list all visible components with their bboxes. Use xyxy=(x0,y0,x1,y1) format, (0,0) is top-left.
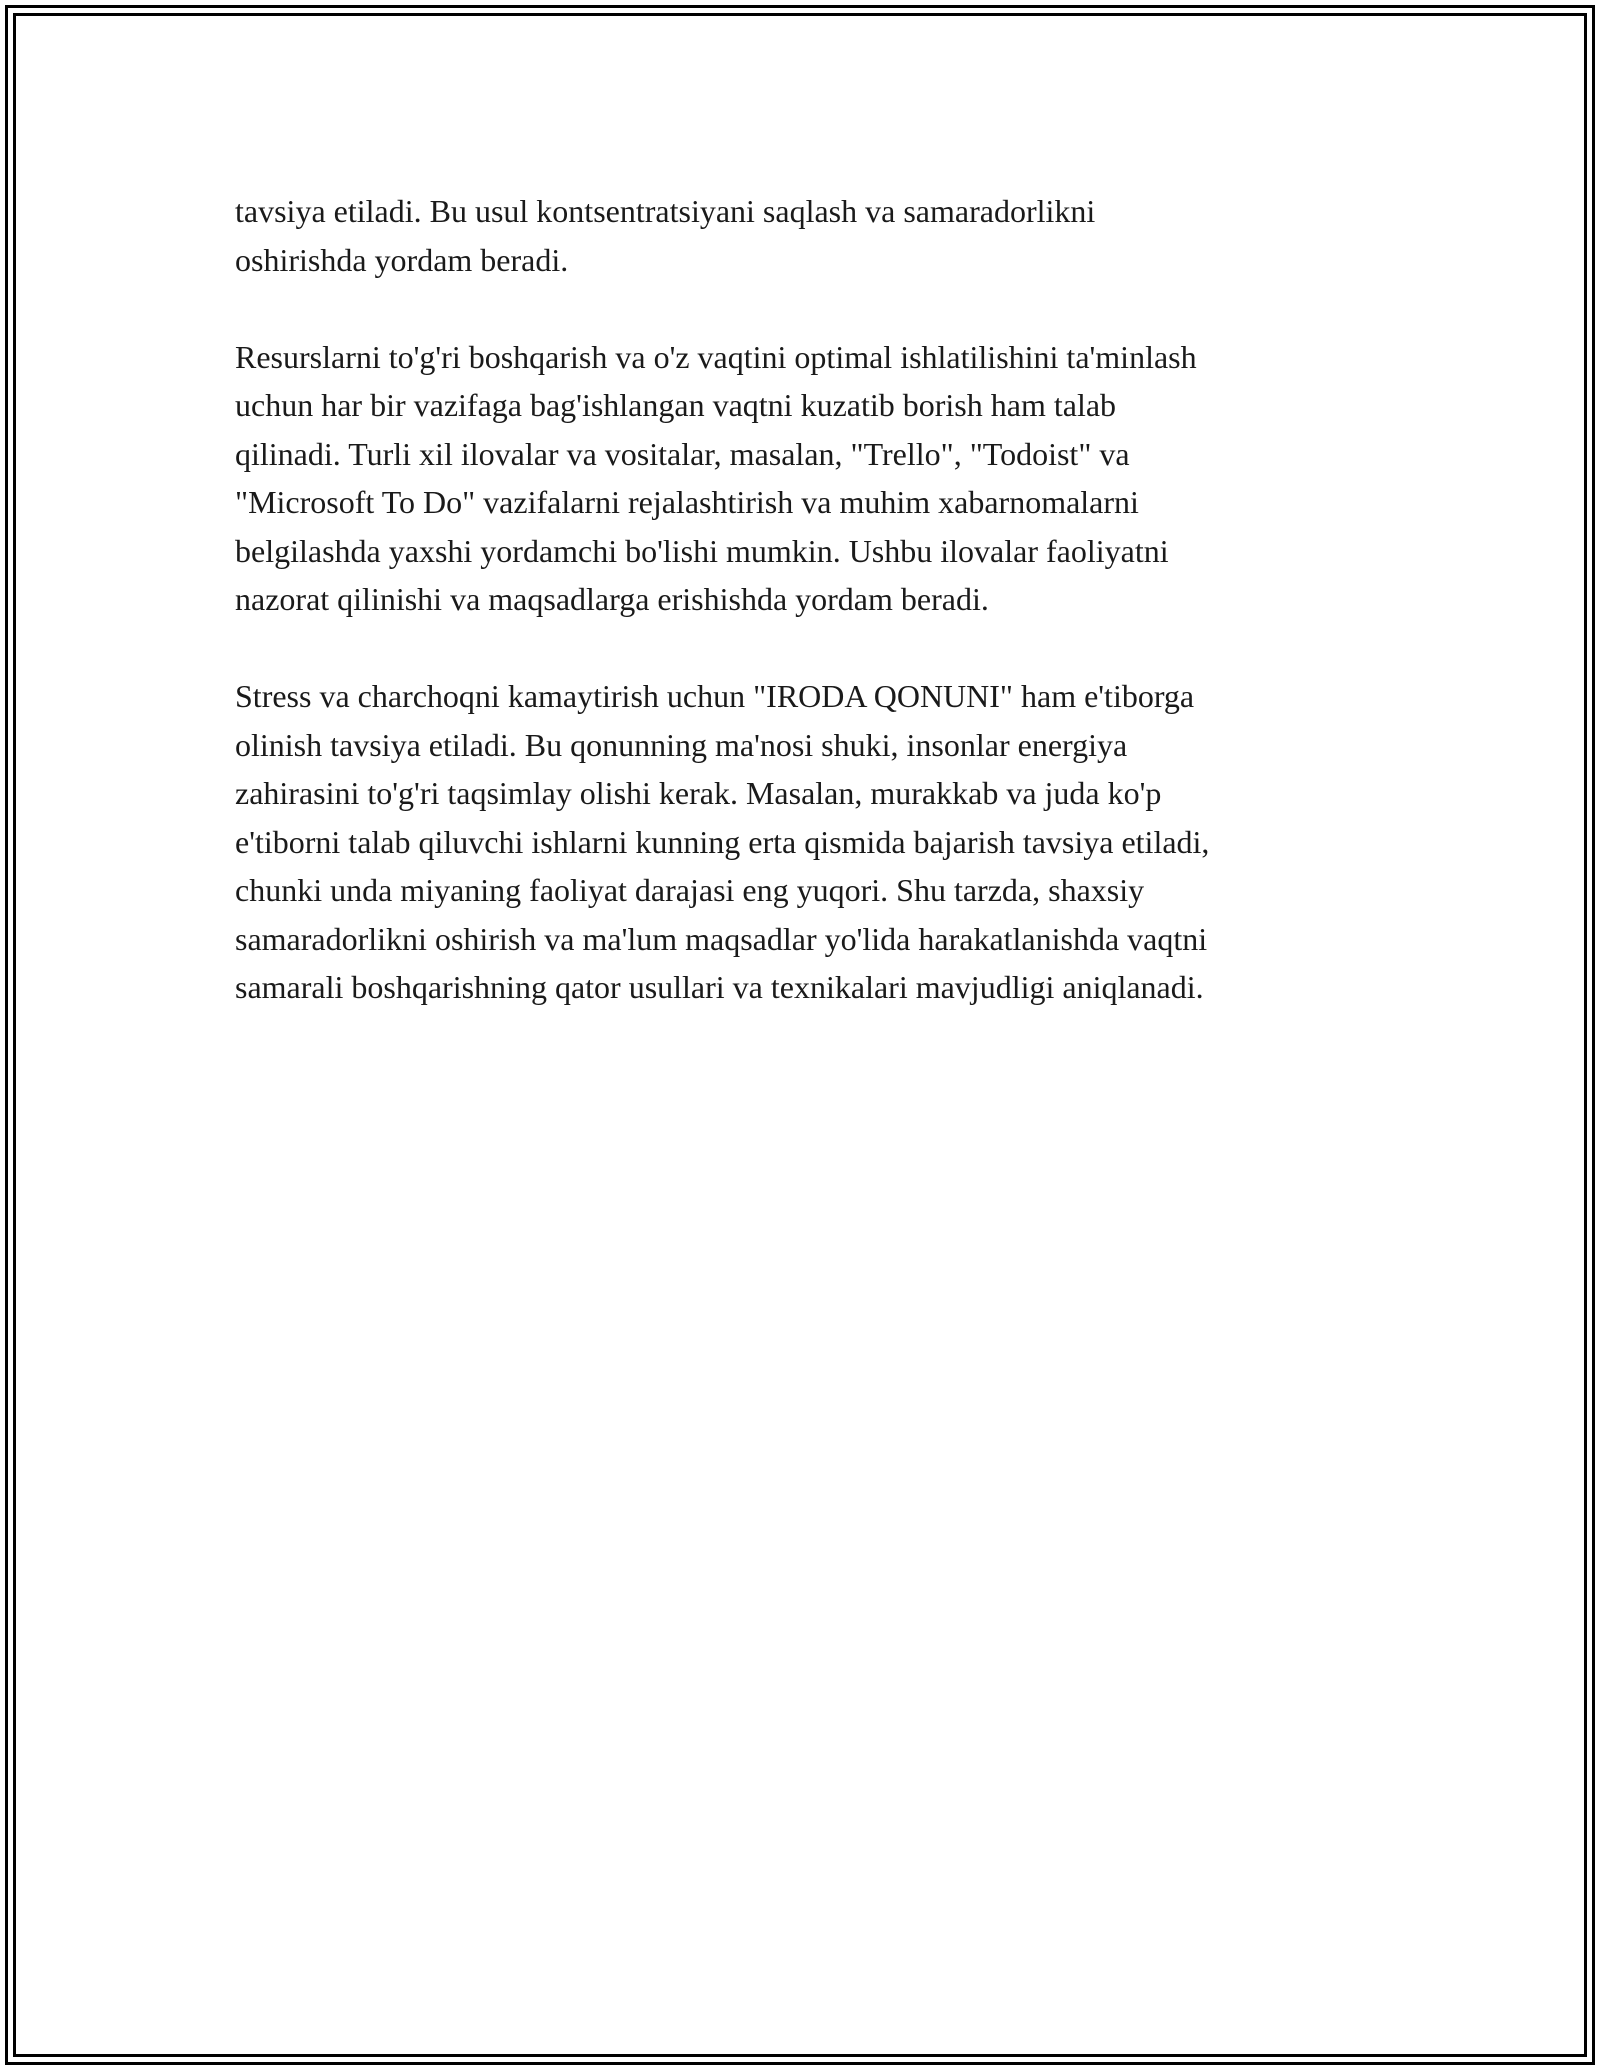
text-line: Resurslarni to'g'ri boshqarish va o'z vaqtini optimal ishlatilishini ta'minlash xyxy=(235,338,1197,375)
text-line: belgilashda yaxshi yordamchi bo'lishi mumkin. Ushbu ilovalar faoliyatni xyxy=(235,532,1169,569)
text-line: uchun har bir vazifaga bag'ishlangan vaqtni kuzatib borish ham talab xyxy=(235,387,1117,423)
text-line: samarali boshqarishning qator usullari va texnikalari mavjudligi aniqlanadi. xyxy=(235,969,1204,1005)
paragraph-2 xyxy=(235,333,1365,624)
paragraph-3 xyxy=(235,672,1365,1012)
text-line: qilinadi. Turli xil ilovalar va vositalar, masalan, "Trello", "Todoist" va xyxy=(235,435,1130,472)
text-line: "Microsoft To Do" vazifalarni rejalashtirish va muhim xabarnomalarni xyxy=(235,484,1139,520)
text-line: chunki unda miyaning faoliyat darajasi eng yuqori. Shu tarzda, shaxsiy xyxy=(235,872,1145,908)
paragraph-1 xyxy=(235,187,1365,284)
text-line: olinish tavsiya etiladi. Bu qonunning ma'nosi shuki, insonlar energiya xyxy=(235,726,1128,763)
text-line: e'tiborni talab qiluvchi ishlarni kunning erta qismida bajarish tavsiya etiladi, xyxy=(235,823,1210,860)
text-line: oshirishda yordam beradi. xyxy=(235,241,569,278)
text-line: Stress va charchoqni kamaytirish uchun "IRODA QONUNI" ham e'tiborga xyxy=(235,678,1195,714)
text-line: tavsiya etiladi. Bu usul kontsentratsiyani saqlash va samaradorlikni xyxy=(235,193,1096,229)
text-line: samaradorlikni oshirish va ma'lum maqsadlar yo'lida harakatlanishda vaqtni xyxy=(235,920,1208,957)
page-body xyxy=(235,187,1365,1060)
text-line: nazorat qilinishi va maqsadlarga erishishda yordam beradi. xyxy=(235,581,989,617)
text-line: zahirasini to'g'ri taqsimlay olishi kerak. Masalan, murakkab va juda ko'p xyxy=(235,775,1162,811)
